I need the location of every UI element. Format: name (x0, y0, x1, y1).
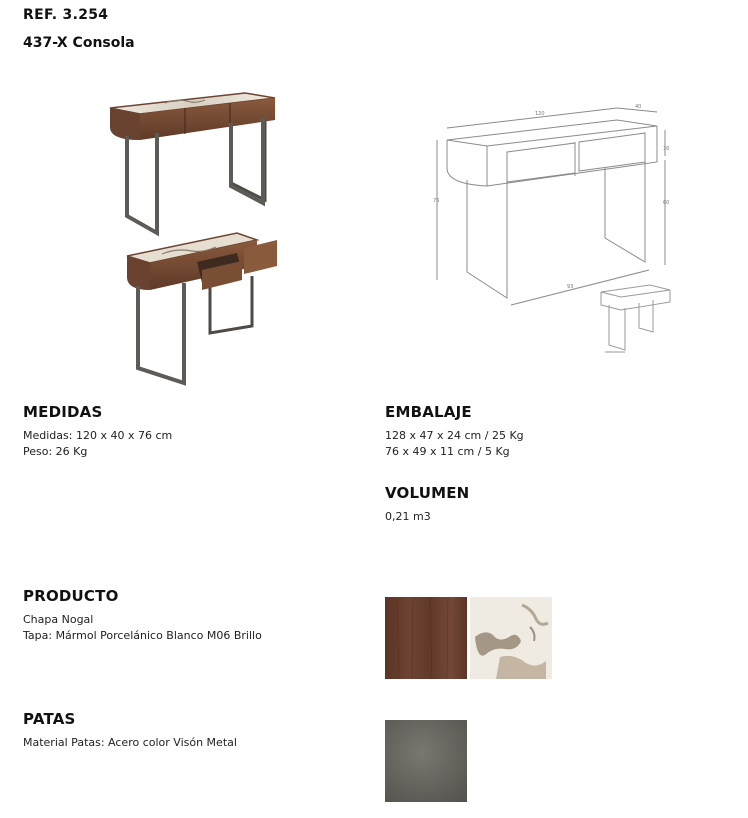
dim-depth-label: 40 (635, 104, 642, 110)
marble-swatch (470, 597, 552, 679)
embalaje-package-2: 76 x 49 x 11 cm / 5 Kg (385, 445, 510, 458)
product-photo-open-drawers (122, 228, 287, 383)
embalaje-package-1: 128 x 47 x 24 cm / 25 Kg (385, 429, 524, 442)
producto-top: Tapa: Mármol Porcelánico Blanco M06 Brillo (23, 629, 262, 642)
medidas-heading: MEDIDAS (23, 403, 103, 421)
medidas-weight: Peso: 26 Kg (23, 445, 88, 458)
dim-leg-height-label: 60 (663, 200, 670, 206)
patas-heading: PATAS (23, 710, 76, 728)
technical-drawing (425, 100, 685, 360)
producto-veneer: Chapa Nogal (23, 613, 94, 626)
dim-top-height-label: 16 (663, 146, 670, 152)
medidas-dimensions: Medidas: 120 x 40 x 76 cm (23, 429, 173, 442)
volumen-value: 0,21 m3 (385, 510, 431, 523)
embalaje-heading: EMBALAJE (385, 403, 472, 421)
dim-leg-span-label: 93 (567, 284, 574, 290)
steel-swatch (385, 720, 467, 802)
volumen-heading: VOLUMEN (385, 484, 470, 502)
reference-code: REF. 3.254 (23, 7, 109, 23)
dim-width-label: 120 (535, 111, 545, 117)
patas-material: Material Patas: Acero color Visón Metal (23, 736, 237, 749)
product-model: 437-X Consola (23, 35, 135, 51)
walnut-veneer-swatch (385, 597, 467, 679)
producto-heading: PRODUCTO (23, 587, 119, 605)
product-photo-closed (105, 88, 285, 238)
dim-height-label: 76 (433, 198, 440, 204)
